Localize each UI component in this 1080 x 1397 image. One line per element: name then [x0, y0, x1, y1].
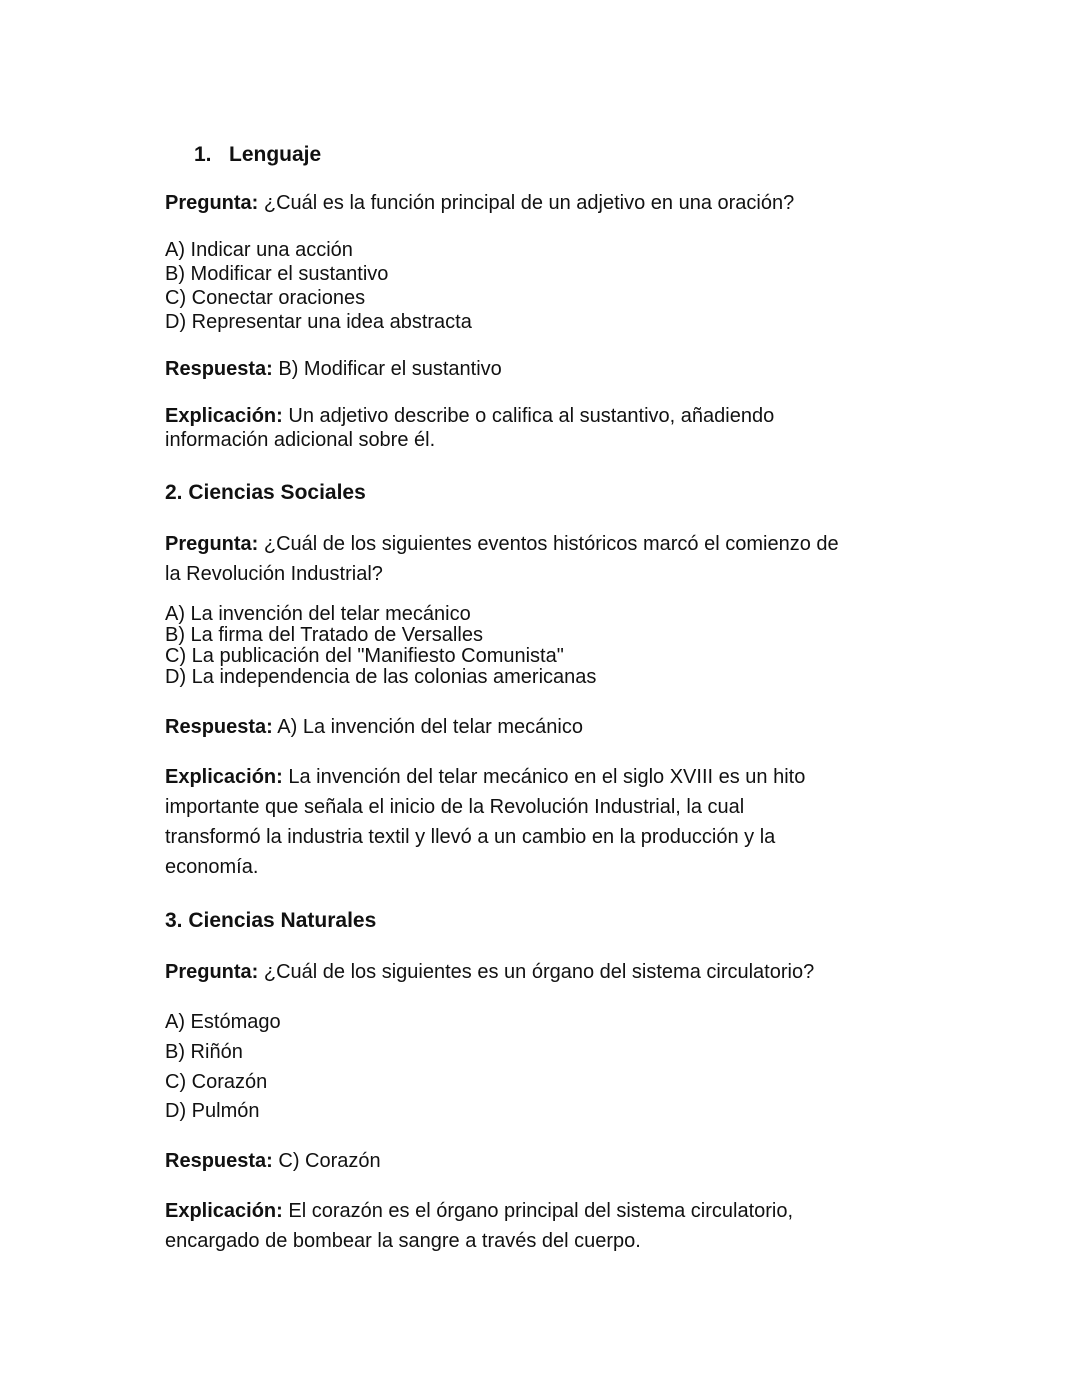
explanation-text: importante que señala el inicio de la Revolución Industrial, la cual	[165, 796, 745, 818]
explanation-label: Explicación:	[165, 405, 283, 427]
option: C) La publicación del "Manifiesto Comunista"	[165, 645, 564, 667]
explanation-label: Explicación:	[165, 766, 283, 788]
question-text: ¿Cuál de los siguientes es un órgano del sistema circulatorio?	[258, 961, 815, 983]
answer-text: A) La invención del telar mecánico	[272, 716, 583, 738]
explanation-text: transformó la industria textil y llevó a un cambio en la producción y la	[165, 826, 776, 848]
answer-label: Respuesta:	[165, 716, 273, 738]
answer-text: B) Modificar el sustantivo	[272, 358, 502, 380]
section-1-number: 1.	[194, 143, 212, 166]
question-label: Pregunta:	[165, 192, 259, 214]
option: A) Estómago	[165, 1011, 281, 1033]
section-3-question	[165, 960, 814, 984]
answer-label: Respuesta:	[165, 1150, 273, 1172]
question-text: ¿Cuál es la función principal de un adjetivo en una oración?	[258, 192, 795, 214]
explanation-text: encargado de bombear la sangre a través del cuerpo.	[165, 1230, 641, 1252]
option: B) Riñón	[165, 1041, 243, 1063]
section-3-answer	[165, 1149, 381, 1173]
section-1-explanation	[165, 404, 774, 428]
explanation-text: información adicional sobre él.	[165, 429, 436, 451]
answer-text: C) Corazón	[272, 1150, 381, 1172]
option: A) La invención del telar mecánico	[165, 603, 471, 625]
option: D) Pulmón	[165, 1100, 260, 1122]
section-2-heading: 2. Ciencias Sociales	[165, 481, 366, 504]
answer-label: Respuesta:	[165, 358, 273, 380]
question-label: Pregunta:	[165, 961, 259, 983]
option: C) Corazón	[165, 1071, 268, 1093]
option: B) La firma del Tratado de Versalles	[165, 624, 483, 646]
question-text: la Revolución Industrial?	[165, 563, 383, 585]
option: D) La independencia de las colonias americanas	[165, 666, 597, 688]
explanation-text: La invención del telar mecánico en el siglo XVIII es un hito	[282, 766, 806, 788]
explanation-text: Un adjetivo describe o califica al sustantivo, añadiendo	[282, 405, 775, 427]
section-2-answer	[165, 715, 583, 739]
explanation-text: economía.	[165, 856, 259, 878]
option: C) Conectar oraciones	[165, 287, 366, 309]
section-1-title: Lenguaje	[229, 143, 322, 166]
section-2-question	[165, 532, 839, 556]
section-1-answer	[165, 357, 502, 381]
option: A) Indicar una acción	[165, 239, 353, 261]
section-3-explanation	[165, 1199, 793, 1223]
explanation-text: El corazón es el órgano principal del sistema circulatorio,	[282, 1200, 794, 1222]
question-label: Pregunta:	[165, 533, 259, 555]
section-3-heading: 3. Ciencias Naturales	[165, 909, 377, 932]
question-text: ¿Cuál de los siguientes eventos históricos marcó el comienzo de	[258, 533, 839, 555]
option: B) Modificar el sustantivo	[165, 263, 389, 285]
explanation-label: Explicación:	[165, 1200, 283, 1222]
section-1-question	[165, 191, 794, 215]
option: D) Representar una idea abstracta	[165, 311, 472, 333]
section-2-explanation	[165, 765, 805, 789]
